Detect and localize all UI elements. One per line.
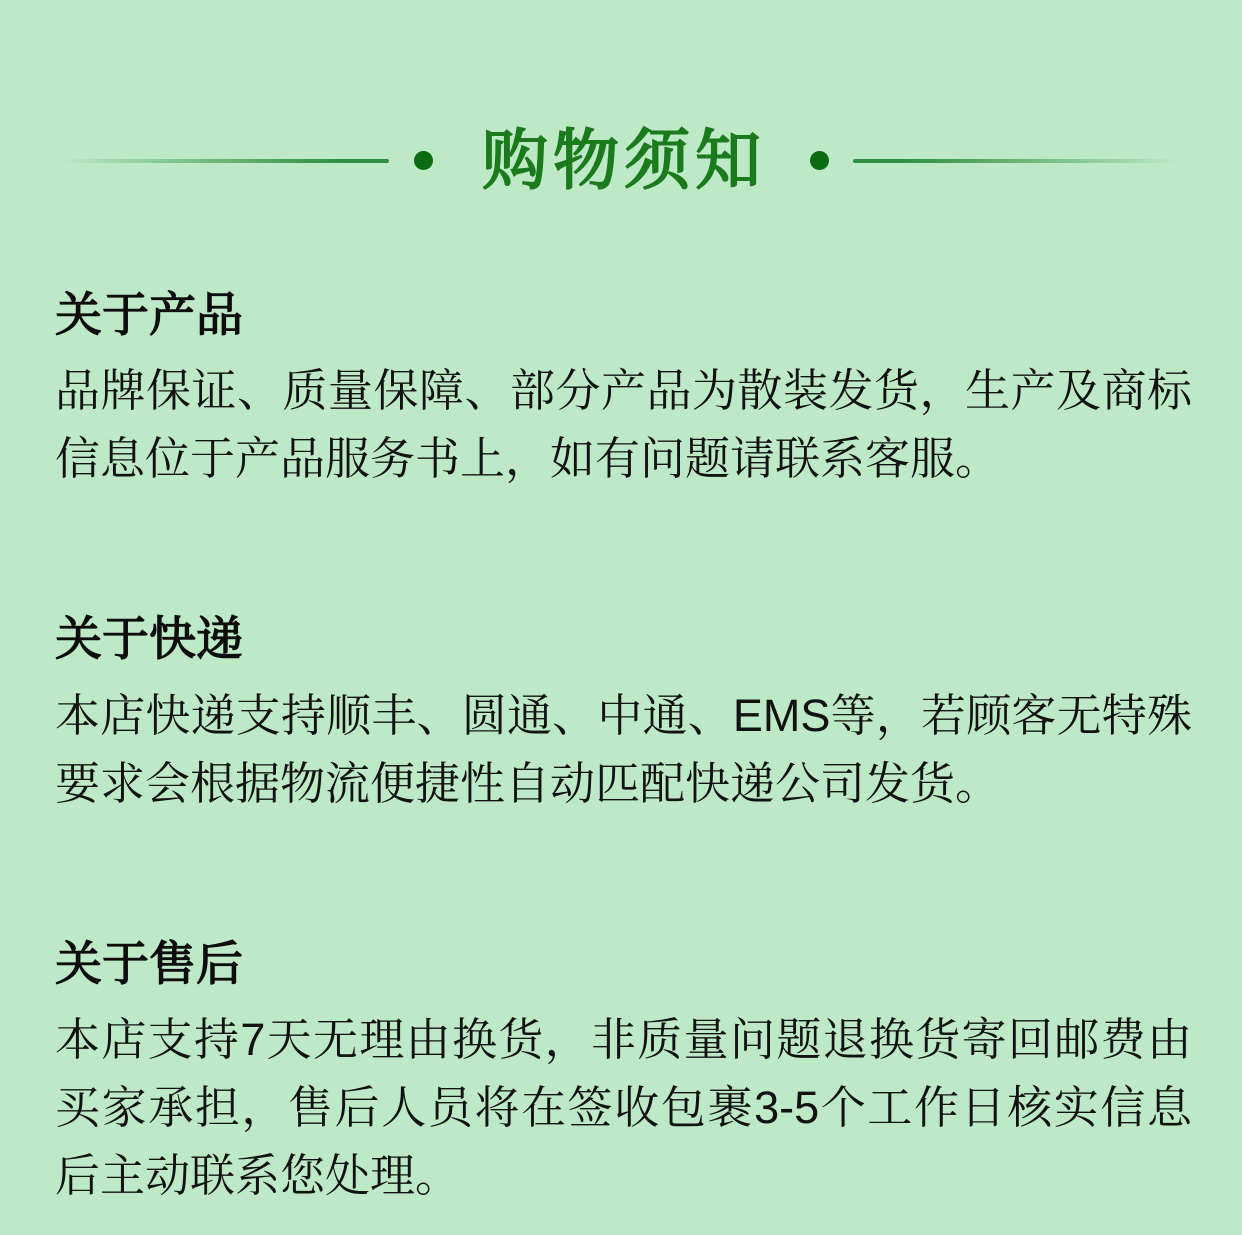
section-body-text: 本店快递支持顺丰、圆通、中通、EMS等，若顾客无特殊要求会根据物流便捷性自动匹配快递公司发货。: [55, 689, 1192, 809]
section-heading: 关于产品: [55, 287, 243, 341]
title-divider-right: [853, 159, 1181, 163]
title-dot-right-icon: [810, 151, 829, 170]
title-divider-left: [61, 159, 389, 163]
title-dot-left-icon: [414, 151, 433, 170]
section-about-shipping: [55, 611, 1192, 817]
notice-content: [0, 287, 1242, 1210]
section-about-product: [55, 287, 1192, 493]
section-heading: 关于快递: [55, 612, 243, 666]
page-title-header: [0, 0, 1242, 199]
section-about-aftersales: [55, 936, 1192, 1210]
section-body-text: 本店支持7天无理由换货，非质量问题退换货寄回邮费由买家承担，售后人员将在签收包裹3-5个工作日核实信息后主动联系您处理。: [55, 1014, 1192, 1202]
section-heading: 关于售后: [55, 936, 243, 990]
page-title: 购物须知: [482, 123, 766, 197]
section-body-text: 品牌保证、质量保障、部分产品为散装发货，生产及商标信息位于产品服务书上，如有问题请联系客服。: [55, 365, 1192, 485]
